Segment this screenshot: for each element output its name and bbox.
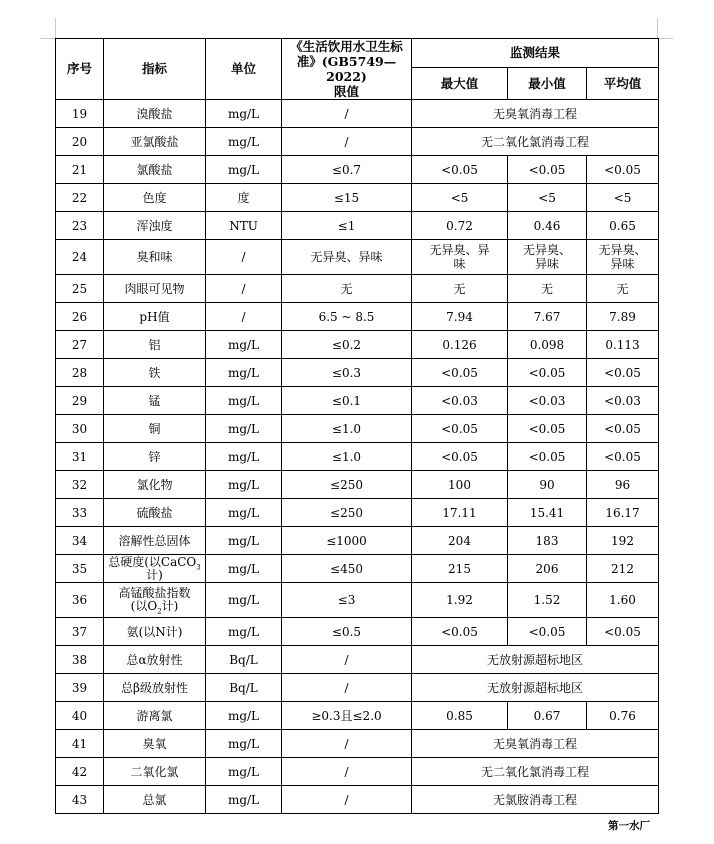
avg-value: 0.76 (587, 702, 659, 730)
unit-cell: mg/L (206, 387, 282, 415)
header-indicator: 指标 (104, 39, 206, 100)
avg-value: <0.05 (587, 618, 659, 646)
min-value: 0.67 (508, 702, 587, 730)
avg-value: 无 (587, 275, 659, 303)
max-value: <0.03 (412, 387, 508, 415)
indicator-name: 亚氯酸盐 (104, 128, 206, 156)
max-value: 17.11 (412, 499, 508, 527)
row-number: 37 (56, 618, 104, 646)
table-row (56, 415, 659, 443)
table-row (56, 359, 659, 387)
min-value: <0.05 (508, 156, 587, 184)
limit-cell: 无异臭、异味 (282, 240, 412, 275)
row-number: 43 (56, 786, 104, 814)
row-number: 41 (56, 730, 104, 758)
max-value: 0.85 (412, 702, 508, 730)
table-row (56, 240, 659, 275)
table-row (56, 184, 659, 212)
table-row (56, 730, 659, 758)
limit-cell: ≤250 (282, 471, 412, 499)
max-value: 1.92 (412, 583, 508, 618)
table-row (56, 156, 659, 184)
row-number: 32 (56, 471, 104, 499)
row-number: 34 (56, 527, 104, 555)
indicator-name-line1: 高锰酸盐指数 (118, 586, 191, 600)
avg-value: 0.113 (587, 331, 659, 359)
indicator-name-line1: 总硬度(以CaCO (108, 554, 197, 569)
indicator-name: 溴酸盐 (104, 100, 206, 128)
table-row (56, 646, 659, 674)
indicator-name: 铜 (104, 415, 206, 443)
limit-cell: ≤0.7 (282, 156, 412, 184)
avg-value: <0.05 (587, 359, 659, 387)
avg-value: 1.60 (587, 583, 659, 618)
max-value: 7.94 (412, 303, 508, 331)
indicator-name-line2: 计) (146, 567, 163, 582)
indicator-name: 铝 (104, 331, 206, 359)
table-row (56, 527, 659, 555)
indicator-name: 锰 (104, 387, 206, 415)
max-value: 215 (412, 555, 508, 583)
row-number: 25 (56, 275, 104, 303)
min-value: <5 (508, 184, 587, 212)
unit-cell: mg/L (206, 499, 282, 527)
result-note: 无臭氧消毒工程 (412, 730, 659, 758)
indicator-name: 总β级放射性 (104, 674, 206, 702)
unit-cell: Bq/L (206, 674, 282, 702)
indicator-name: 氯化物 (104, 471, 206, 499)
header-max: 最大值 (412, 68, 508, 100)
row-number: 24 (56, 240, 104, 275)
limit-cell: / (282, 786, 412, 814)
min-value: 7.67 (508, 303, 587, 331)
avg-value: <0.05 (587, 443, 659, 471)
max-value: 无 (412, 275, 508, 303)
row-number: 35 (56, 555, 104, 583)
table-row (56, 212, 659, 240)
limit-cell: / (282, 646, 412, 674)
indicator-name (104, 555, 206, 583)
header-limit-line1: 《生活饮用水卫生标 (290, 39, 403, 54)
table-row (56, 702, 659, 730)
max-value: 0.126 (412, 331, 508, 359)
unit-cell: mg/L (206, 156, 282, 184)
indicator-name: 铁 (104, 359, 206, 387)
header-limit (282, 39, 412, 100)
unit-cell: mg/L (206, 415, 282, 443)
limit-cell: ≤250 (282, 499, 412, 527)
result-note: 无氯胺消毒工程 (412, 786, 659, 814)
table-row (56, 331, 659, 359)
min-value: <0.05 (508, 618, 587, 646)
limit-cell: ≤0.3 (282, 359, 412, 387)
limit-cell: ≤1000 (282, 527, 412, 555)
row-number: 23 (56, 212, 104, 240)
unit-cell: mg/L (206, 331, 282, 359)
unit-cell: / (206, 303, 282, 331)
min-value: <0.03 (508, 387, 587, 415)
max-value: <0.05 (412, 618, 508, 646)
limit-cell: ≤1 (282, 212, 412, 240)
row-number: 22 (56, 184, 104, 212)
limit-cell: 无 (282, 275, 412, 303)
unit-cell: / (206, 275, 282, 303)
table-row (56, 674, 659, 702)
header-min: 最小值 (508, 68, 587, 100)
table-row (56, 618, 659, 646)
row-number: 20 (56, 128, 104, 156)
limit-cell: / (282, 674, 412, 702)
row-number: 38 (56, 646, 104, 674)
subscript: 2 (157, 607, 162, 616)
table-row (56, 387, 659, 415)
indicator-name: 硫酸盐 (104, 499, 206, 527)
result-note: 无放射源超标地区 (412, 646, 659, 674)
table-row (56, 786, 659, 814)
max-value: 0.72 (412, 212, 508, 240)
row-number: 36 (56, 583, 104, 618)
indicator-name: 总氯 (104, 786, 206, 814)
limit-cell: ≤0.2 (282, 331, 412, 359)
avg-value: 7.89 (587, 303, 659, 331)
unit-cell: mg/L (206, 443, 282, 471)
indicator-name: 色度 (104, 184, 206, 212)
unit-cell: mg/L (206, 618, 282, 646)
row-number: 40 (56, 702, 104, 730)
unit-cell: NTU (206, 212, 282, 240)
indicator-name: 臭和味 (104, 240, 206, 275)
min-value: 183 (508, 527, 587, 555)
limit-cell: ≤3 (282, 583, 412, 618)
row-number: 30 (56, 415, 104, 443)
limit-cell: ≤1.0 (282, 415, 412, 443)
unit-cell: mg/L (206, 527, 282, 555)
row-number: 29 (56, 387, 104, 415)
min-value: 1.52 (508, 583, 587, 618)
avg-value: <0.05 (587, 156, 659, 184)
unit-cell: mg/L (206, 128, 282, 156)
row-number: 28 (56, 359, 104, 387)
row-number: 19 (56, 100, 104, 128)
row-number: 31 (56, 443, 104, 471)
limit-cell: / (282, 758, 412, 786)
header-limit-line2: 准》(GB5749—2022) (296, 54, 397, 84)
avg-value: 无异臭、异味 (587, 240, 659, 275)
min-value: 无异臭、异味 (508, 240, 587, 275)
min-value: <0.05 (508, 359, 587, 387)
unit-cell: mg/L (206, 100, 282, 128)
avg-value: <0.05 (587, 415, 659, 443)
min-value: <0.05 (508, 415, 587, 443)
max-value: 无异臭、异味 (412, 240, 508, 275)
result-note: 无二氧化氯消毒工程 (412, 128, 659, 156)
header-avg: 平均值 (587, 68, 659, 100)
min-value: 0.46 (508, 212, 587, 240)
table-row (56, 128, 659, 156)
limit-cell: ≤15 (282, 184, 412, 212)
table-row (56, 583, 659, 618)
crop-mark (657, 38, 673, 39)
max-value: <5 (412, 184, 508, 212)
table-row (56, 303, 659, 331)
unit-cell: mg/L (206, 758, 282, 786)
page-footer: 第一水厂 (608, 820, 650, 832)
water-quality-table (55, 38, 659, 814)
table-row (56, 471, 659, 499)
avg-value: 0.65 (587, 212, 659, 240)
max-value: <0.05 (412, 443, 508, 471)
avg-value: 96 (587, 471, 659, 499)
table-row (56, 443, 659, 471)
indicator-name: pH值 (104, 303, 206, 331)
min-value: 206 (508, 555, 587, 583)
min-value: 90 (508, 471, 587, 499)
row-number: 27 (56, 331, 104, 359)
unit-cell: mg/L (206, 359, 282, 387)
limit-cell: ≤1.0 (282, 443, 412, 471)
header-limit-line3: 限值 (333, 84, 359, 99)
max-value: <0.05 (412, 359, 508, 387)
unit-cell: mg/L (206, 555, 282, 583)
indicator-name: 氨(以N计) (104, 618, 206, 646)
indicator-name: 总α放射性 (104, 646, 206, 674)
max-value: <0.05 (412, 156, 508, 184)
limit-cell: / (282, 100, 412, 128)
subscript: 3 (196, 562, 201, 571)
table-row (56, 555, 659, 583)
unit-cell: mg/L (206, 702, 282, 730)
crop-mark (657, 18, 658, 38)
unit-cell: / (206, 240, 282, 275)
unit-cell: Bq/L (206, 646, 282, 674)
header-unit: 单位 (206, 39, 282, 100)
result-note: 无二氧化氯消毒工程 (412, 758, 659, 786)
indicator-name-line2: (以O (130, 599, 158, 613)
header-seq: 序号 (56, 39, 104, 100)
row-number: 39 (56, 674, 104, 702)
limit-cell: ≥0.3且≤2.0 (282, 702, 412, 730)
header-results: 监测结果 (412, 39, 659, 68)
crop-mark (55, 18, 56, 38)
avg-value: <0.03 (587, 387, 659, 415)
min-value: 15.41 (508, 499, 587, 527)
indicator-name: 氯酸盐 (104, 156, 206, 184)
limit-cell: ≤0.1 (282, 387, 412, 415)
avg-value: 16.17 (587, 499, 659, 527)
unit-cell: mg/L (206, 786, 282, 814)
indicator-name-line3: 计) (161, 599, 179, 613)
crop-mark (40, 38, 56, 39)
indicator-name: 锌 (104, 443, 206, 471)
table-row (56, 499, 659, 527)
max-value: <0.05 (412, 415, 508, 443)
avg-value: 212 (587, 555, 659, 583)
indicator-name: 肉眼可见物 (104, 275, 206, 303)
table-row (56, 758, 659, 786)
result-note: 无放射源超标地区 (412, 674, 659, 702)
limit-cell: 6.5 ~ 8.5 (282, 303, 412, 331)
max-value: 100 (412, 471, 508, 499)
indicator-name (104, 583, 206, 618)
table-row (56, 275, 659, 303)
row-number: 26 (56, 303, 104, 331)
row-number: 33 (56, 499, 104, 527)
table-row (56, 100, 659, 128)
limit-cell: / (282, 128, 412, 156)
min-value: 无 (508, 275, 587, 303)
unit-cell: mg/L (206, 471, 282, 499)
row-number: 21 (56, 156, 104, 184)
avg-value: <5 (587, 184, 659, 212)
indicator-name: 臭氧 (104, 730, 206, 758)
avg-value: 192 (587, 527, 659, 555)
indicator-name: 溶解性总固体 (104, 527, 206, 555)
min-value: <0.05 (508, 443, 587, 471)
unit-cell: 度 (206, 184, 282, 212)
indicator-name: 游离氯 (104, 702, 206, 730)
result-note: 无臭氧消毒工程 (412, 100, 659, 128)
indicator-name: 浑浊度 (104, 212, 206, 240)
unit-cell: mg/L (206, 730, 282, 758)
limit-cell: / (282, 730, 412, 758)
limit-cell: ≤0.5 (282, 618, 412, 646)
row-number: 42 (56, 758, 104, 786)
max-value: 204 (412, 527, 508, 555)
indicator-name: 二氧化氯 (104, 758, 206, 786)
limit-cell: ≤450 (282, 555, 412, 583)
min-value: 0.098 (508, 331, 587, 359)
unit-cell: mg/L (206, 583, 282, 618)
